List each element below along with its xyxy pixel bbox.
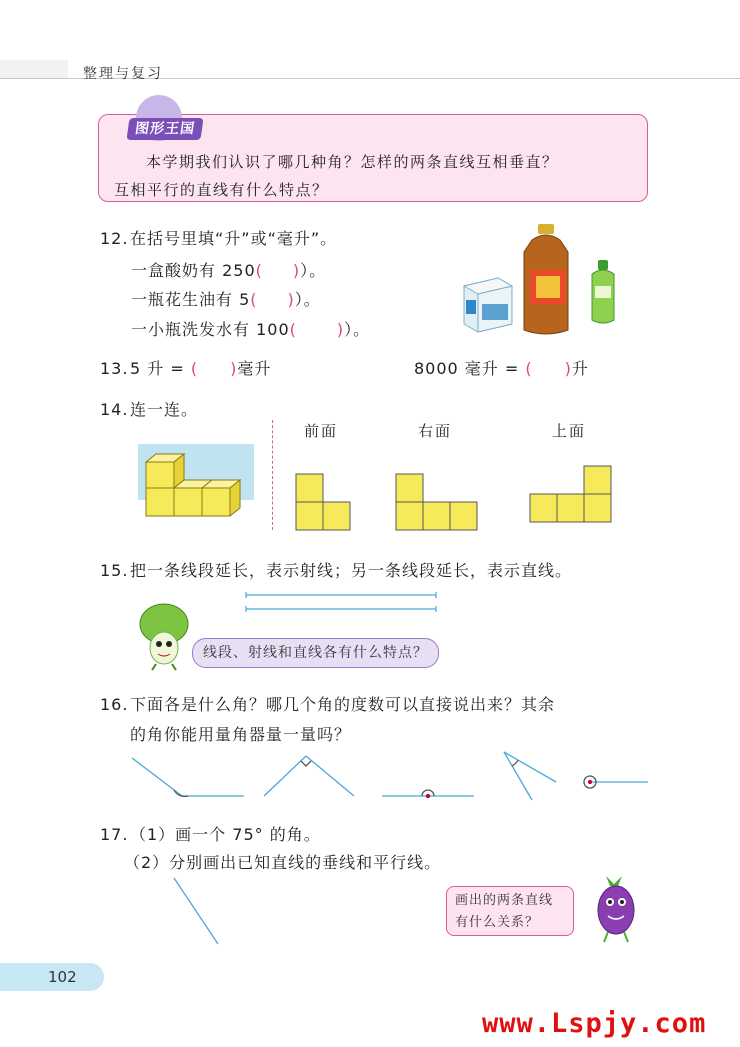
q13-right [414, 356, 589, 379]
header-band [0, 60, 68, 78]
q13-right-text: 8000 毫升 = [414, 359, 520, 378]
q13-left-text: 5 升 = [130, 359, 185, 378]
eggplant-character-icon [584, 872, 648, 946]
paren-close: ) [230, 359, 238, 378]
angle-figures [128, 748, 652, 808]
obtuse-angle-1[interactable] [132, 758, 244, 796]
q12-item-2-text: 一瓶花生油有 5 [131, 290, 251, 309]
q12-number: 12. [100, 229, 129, 248]
q14-prompt [100, 397, 198, 420]
q12-item-3-text: 一小瓶洗发水有 100 [131, 320, 290, 339]
q14-text: 连一连。 [130, 400, 199, 419]
given-line[interactable] [168, 872, 228, 952]
q17-part-1-text: （1）画一个 75° 的角。 [130, 825, 321, 844]
q17-part-2: （2）分别画出已知直线的垂线和平行线。 [124, 853, 442, 872]
q17-bubble-line-1: 画出的两条直线 [455, 893, 554, 908]
q14-number: 14. [100, 400, 129, 419]
view-label-top: 上面 [552, 422, 587, 440]
q13-right-unit: 升 [571, 359, 589, 378]
q17-number: 17. [100, 825, 129, 844]
q12-item-2 [131, 287, 321, 310]
q17-bubble-line-2: 有什么关系？ [455, 915, 540, 930]
q15-prompt [100, 558, 572, 581]
right-view-shape[interactable] [396, 474, 477, 530]
q12-item-2-end: ）。 [294, 290, 321, 309]
straight-angle[interactable] [382, 790, 474, 798]
right-angle[interactable] [264, 756, 354, 796]
yogurt-box-image [464, 278, 512, 332]
q13-left-unit: 毫升 [237, 359, 272, 378]
info-text [114, 148, 639, 204]
q16-line-2: 的角你能用量角器量一量吗？ [130, 725, 352, 744]
product-images [456, 220, 626, 340]
q15-text: 把一条线段延长，表示射线；另一条线段延长，表示直线。 [130, 561, 573, 580]
watermark: www.Lspjy.com [482, 1008, 707, 1039]
q12-prompt [100, 226, 337, 249]
q12-item-1-text: 一盒酸奶有 250 [131, 261, 256, 280]
paren-close: ) [292, 261, 301, 280]
q16-prompt [100, 690, 555, 750]
oil-bottle-image [524, 224, 568, 334]
q13-left [100, 356, 271, 379]
q17-part-1 [100, 822, 321, 845]
info-tag: 图形王国 [126, 118, 203, 140]
cube-figure[interactable] [138, 450, 254, 526]
paren-close: ) [287, 290, 295, 309]
q16-number: 16. [100, 695, 129, 714]
view-shapes [280, 460, 640, 540]
view-label-right: 右面 [418, 422, 453, 440]
q15-number: 15. [100, 561, 129, 580]
paren-open: ( [289, 320, 297, 339]
q16-line-1: 下面各是什么角？哪几个角的度数可以直接说出来？其余 [130, 695, 556, 714]
paren-close: ) [336, 320, 345, 339]
q15-speech-bubble: 线段、射线和直线各有什么特点？ [192, 638, 439, 668]
paren-open: ( [250, 290, 258, 309]
q12-text: 在括号里填“升”或“毫升”。 [130, 229, 338, 248]
paren-open: ( [525, 359, 533, 378]
shampoo-bottle-image [592, 260, 614, 323]
info-line-1: 本学期我们认识了哪几种角？怎样的两条直线互相垂直？ [146, 153, 559, 171]
q17-speech-bubble [446, 886, 574, 936]
section-title: 整理与复习 [83, 66, 163, 82]
q12-item-1-end: ）。 [300, 261, 327, 280]
paren-close: ) [564, 359, 572, 378]
paren-open: ( [255, 261, 263, 280]
info-line-2: 互相平行的直线有什么特点？ [114, 181, 329, 199]
front-view-shape[interactable] [296, 474, 350, 530]
cabbage-character-icon [134, 600, 194, 672]
round-angle[interactable] [584, 776, 648, 788]
paren-open: ( [190, 359, 199, 378]
q12-item-3-end: ）。 [344, 320, 371, 339]
line-segments [240, 590, 440, 614]
top-view-shape[interactable] [530, 466, 611, 522]
acute-angle[interactable] [504, 752, 556, 800]
page-number: 102 [48, 968, 77, 986]
view-label-front: 前面 [304, 422, 339, 440]
q12-item-1 [131, 258, 326, 281]
q13-number: 13. [100, 359, 129, 378]
dashed-divider [272, 420, 273, 530]
q12-item-3 [131, 317, 370, 340]
